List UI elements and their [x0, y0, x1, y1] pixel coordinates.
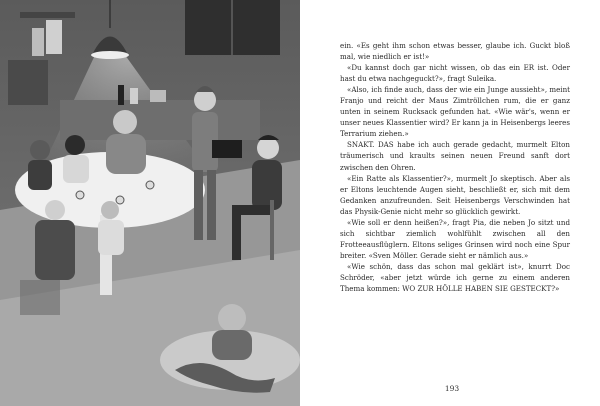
paragraph: «Also, ich finde auch, dass der wie ein Junge aussieht», meint Franjo und reicht der Maus Zimtröllchen rum, die er ganz unten in seinem Rucksack gefunden hat. «Wie wär's, wenn er unser neues Klassentier wird? Er kann ja in Heisenbergs leeres Terrarium ziehen.» [340, 85, 570, 139]
paragraph: ein. «Es geht ihm schon etwas besser, glaube ich. Guckt bloß mal, wie niedlich er ist!» [340, 41, 570, 62]
paragraph: SNAKT. DAS habe ich auch gerade gedacht, murmelt Elton träumerisch und kraults seinen neuen Freund sanft dort zwischen den Ohren. [340, 140, 570, 172]
text-page [304, 0, 600, 406]
page-number: 193 [444, 384, 460, 393]
paragraph: «Ein Ratte als Klassentier?», murmelt Jo skeptisch. Aber als er Eltons leuchtende Augen sieht, beschließt er, sich mit dem Gedanken anzufreunden. Seit Heisenbergs Verschwinden hat das Physik-Genie nicht mehr so glücklich gewirkt. [340, 173, 570, 216]
paragraph: «Wie schön, dass das schon mal geklärt ist», knurrt Doc Schröder, «aber jetzt würde ich gerne zu einem anderen Thema kommen: WO ZUR HÖLLE HABEN SIE GESTECKT?» [340, 261, 570, 294]
text-column [340, 40, 570, 294]
paragraph: «Du kannst doch gar nicht wissen, ob das ein ER ist. Oder hast du etwa nachgeguckt?», fragt Suleika. [340, 63, 570, 84]
paragraph: «Wie soll er denn heißen?», fragt Pia, die neben Jo sitzt und sich sichtbar ziemlich wohlfühlt zwischen all den Frotteeausflüglern. Eltons seliges Grinsen wird noch eine Spur breiter. «Sven Möller. Gerade sieht er nämlich aus.» [340, 217, 570, 260]
